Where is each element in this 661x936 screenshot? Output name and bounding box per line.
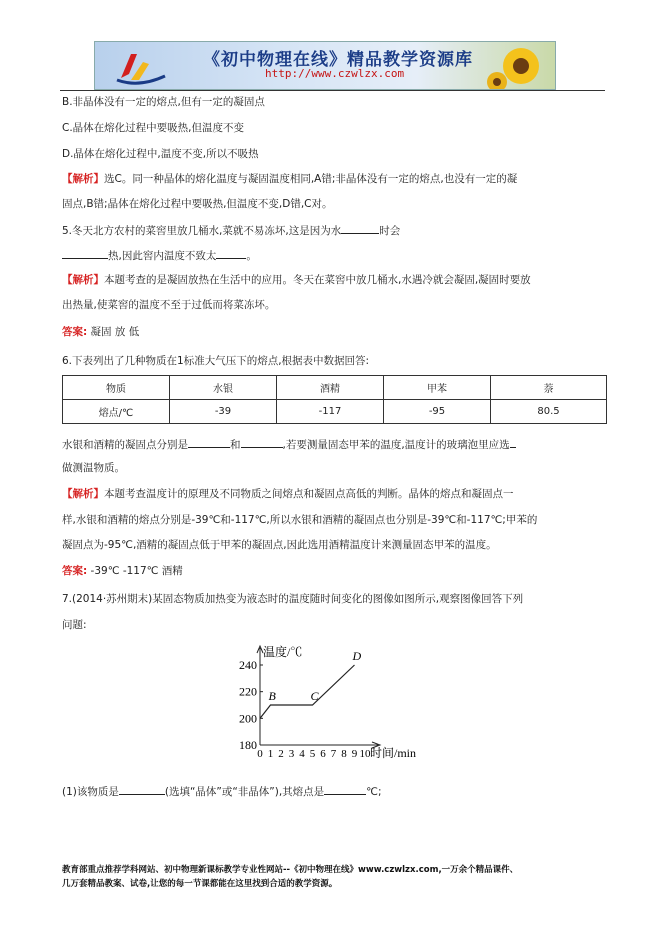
x-tick-label: 0 [257, 748, 263, 760]
analysis-1-line-1: 【解析】选C。同一种晶体的熔化温度与凝固温度相同,A错;非晶体没有一定的熔点,也没有一定的凝 [62, 173, 518, 185]
banner-title: 《初中物理在线》精品教学资源库 [203, 50, 473, 70]
banner-url[interactable]: http://www.czwlzx.com [265, 67, 405, 80]
temperature-time-chart [230, 640, 420, 770]
option-b: B.非晶体没有一定的熔点,但有一定的凝固点 [62, 96, 265, 108]
y-tick-label: 220 [239, 684, 257, 699]
question-5-line-2: 热,因此窖内温度不致太 。 [62, 247, 257, 263]
x-tick-label: 5 [309, 748, 316, 760]
answer-blank[interactable] [510, 436, 516, 448]
table-cell: 80.5 [491, 400, 607, 424]
analysis-2-line-1: 【解析】本题考查的是凝固放热在生活中的应用。冬天在菜窖中放几桶水,水遇冷就会凝固,凝固时要放 [62, 274, 531, 286]
answer-blank[interactable] [241, 436, 283, 448]
table-header-row [63, 376, 607, 400]
header-rule [60, 90, 605, 91]
point-label: D [352, 649, 362, 663]
option-c: C.晶体在熔化过程中要吸热,但温度不变 [62, 122, 245, 134]
question-7-line-1: 7.(2014·苏州期末)某固态物质加热变为液态时的温度随时间变化的图像如图所示,观察图像回答下列 [62, 593, 524, 605]
point-label: C [310, 689, 319, 703]
footer-line-1: 教育部重点推荐学科网站、初中物理新课标教学专业性网站--《初中物理在线》www.czwlzx.com,一万余个精品课件、 [62, 865, 519, 875]
analysis-3-line-3: 凝固点为-95℃,酒精的凝固点低于甲苯的凝固点,因此选用酒精温度计来测量固态甲苯的温度。 [62, 539, 497, 551]
analysis-tag: 【解析】 [62, 173, 104, 185]
answer-blank[interactable] [216, 247, 246, 259]
table-cell: 萘 [491, 376, 607, 400]
x-tick-label: 10 [359, 748, 371, 760]
x-tick-label: 1 [267, 748, 274, 760]
question-7-part-1: (1)该物质是 (选填“晶体”或“非晶体”),其熔点是 ℃; [62, 783, 382, 799]
header-banner [94, 41, 556, 90]
x-tick-label: 9 [351, 748, 358, 760]
option-d: D.晶体在熔化过程中,温度不变,所以不吸热 [62, 148, 259, 160]
answer-3: 答案: -39℃ -117℃ 酒精 [62, 565, 183, 577]
analysis-3-line-2: 样,水银和酒精的熔点分别是-39℃和-117℃,所以水银和酒精的凝固点也分别是-39℃和-117℃;甲苯的 [62, 514, 538, 526]
footer-line-2: 几万套精品教案、试卷,让您的每一节课都能在这里找到合适的教学资源。 [62, 879, 338, 889]
x-tick-label: 4 [299, 748, 305, 760]
x-tick-label: 8 [341, 748, 347, 760]
answer-blank[interactable] [119, 783, 165, 795]
melting-point-table [62, 375, 607, 424]
table-cell: 甲苯 [384, 376, 491, 400]
answer-blank[interactable] [188, 436, 230, 448]
site-logo [113, 48, 173, 86]
y-tick-label: 180 [239, 738, 257, 752]
question-6b-line-1: 水银和酒精的凝固点分别是 和 ,若要测量固态甲苯的温度,温度计的玻璃泡里应选 [62, 436, 516, 452]
x-tick-label: 6 [320, 748, 326, 760]
x-tick-label: 3 [288, 748, 295, 760]
sunflower-icon [487, 42, 555, 89]
table-cell: 物质 [63, 376, 170, 400]
analysis-1-line-2: 固点,B错;晶体在熔化过程中要吸热,但温度不变,D错,C对。 [62, 198, 333, 210]
x-axis-label: 时间/min [370, 746, 417, 760]
analysis-2-line-2: 出热量,使菜窖的温度不至于过低而将菜冻坏。 [62, 299, 276, 311]
table-cell: 水银 [170, 376, 277, 400]
table-cell: -39 [170, 400, 277, 424]
answer-blank[interactable] [62, 247, 108, 259]
question-6b-line-2: 做测温物质。 [62, 462, 125, 474]
table-cell: 熔点/℃ [63, 400, 170, 424]
chart-labels [263, 644, 416, 760]
analysis-3-line-1: 【解析】本题考查温度计的原理及不同物质之间熔点和凝固点高低的判断。晶体的熔点和凝固点一 [62, 488, 514, 500]
x-tick-label: 7 [330, 748, 337, 760]
table-row [63, 400, 607, 424]
table-cell: -95 [384, 400, 491, 424]
y-axis-label: 温度/℃ [263, 645, 303, 659]
y-tick-label: 200 [239, 711, 257, 726]
question-7-line-2: 问题: [62, 619, 87, 631]
answer-blank[interactable] [324, 783, 366, 795]
table-cell: 酒精 [277, 376, 384, 400]
question-5-line-1: 5.冬天北方农村的菜窖里放几桶水,菜就不易冻坏,这是因为水 时会 [62, 222, 400, 238]
answer-blank[interactable] [341, 222, 379, 234]
y-tick-label: 240 [239, 658, 257, 672]
question-6: 6.下表列出了几种物质在1标准大气压下的熔点,根据表中数据回答: [62, 355, 370, 367]
x-tick-label: 2 [278, 748, 284, 760]
point-label: B [268, 689, 276, 703]
answer-2: 答案: 凝固 放 低 [62, 326, 140, 338]
table-cell: -117 [277, 400, 384, 424]
